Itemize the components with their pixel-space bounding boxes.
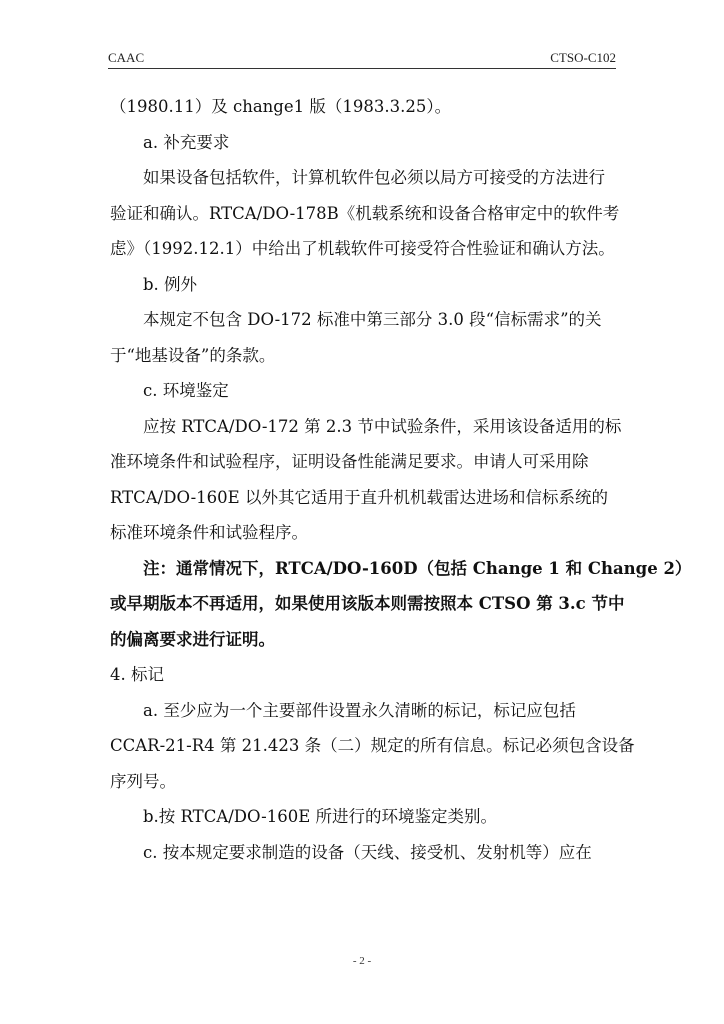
text-line: CCAR-21-R4 第 21.423 条（二）规定的所有信息。标记必须包含设备	[110, 736, 635, 755]
text-line: b.按 RTCA/DO-160E 所进行的环境鉴定类别。	[143, 807, 498, 826]
note-line: 的偏离要求进行证明。	[110, 629, 275, 649]
text-line: 序列号。	[110, 771, 176, 791]
text-line: 标准环境条件和试验程序。	[110, 523, 308, 542]
header-rule	[108, 68, 616, 69]
text-line: 准环境条件和试验程序，证明设备性能满足要求。申请人可采用除	[110, 452, 589, 471]
section-heading: b. 例外	[143, 274, 198, 294]
section-heading: a. 补充要求	[143, 132, 230, 152]
text-line: c. 按本规定要求制造的设备（天线、接受机、发射机等）应在	[143, 842, 592, 862]
note-line: 或早期版本不再适用，如果使用该版本则需按照本 CTSO 第 3.c 节中	[110, 594, 625, 613]
text-line: 验证和确认。RTCA/DO-178B《机载系统和设备合格审定中的软件考	[110, 203, 620, 223]
text-line: 于“地基设备”的条款。	[110, 345, 276, 365]
text-line: RTCA/DO-160E 以外其它适用于直升机机载雷达进场和信标系统的	[110, 487, 608, 507]
text-line: 本规定不包含 DO-172 标准中第三部分 3.0 段“信标需求”的关	[143, 310, 602, 329]
text-line: a. 至少应为一个主要部件设置永久清晰的标记，标记应包括	[143, 700, 576, 720]
text-line: 如果设备包括软件，计算机软件包必须以局方可接受的方法进行	[143, 168, 605, 187]
page-header	[108, 50, 616, 67]
text-line: 应按 RTCA/DO-172 第 2.3 节中试验条件，采用该设备适用的标	[143, 416, 622, 436]
page-body	[110, 89, 692, 870]
section-heading: 4. 标记	[110, 665, 164, 684]
section-heading: c. 环境鉴定	[143, 381, 229, 400]
note-line: 注：通常情况下，RTCA/DO-160D（包括 Change 1 和 Change 2）	[143, 558, 692, 578]
header-doc-id: CTSO-C102	[550, 50, 616, 65]
header-org: CAAC	[108, 50, 145, 65]
text-line: 虑》（1992.12.1）中给出了机载软件可接受符合性验证和确认方法。	[110, 239, 615, 258]
text-line: （1980.11）及 change1 版（1983.3.25）。	[110, 97, 452, 116]
page-number: - 2 -	[352, 955, 372, 967]
